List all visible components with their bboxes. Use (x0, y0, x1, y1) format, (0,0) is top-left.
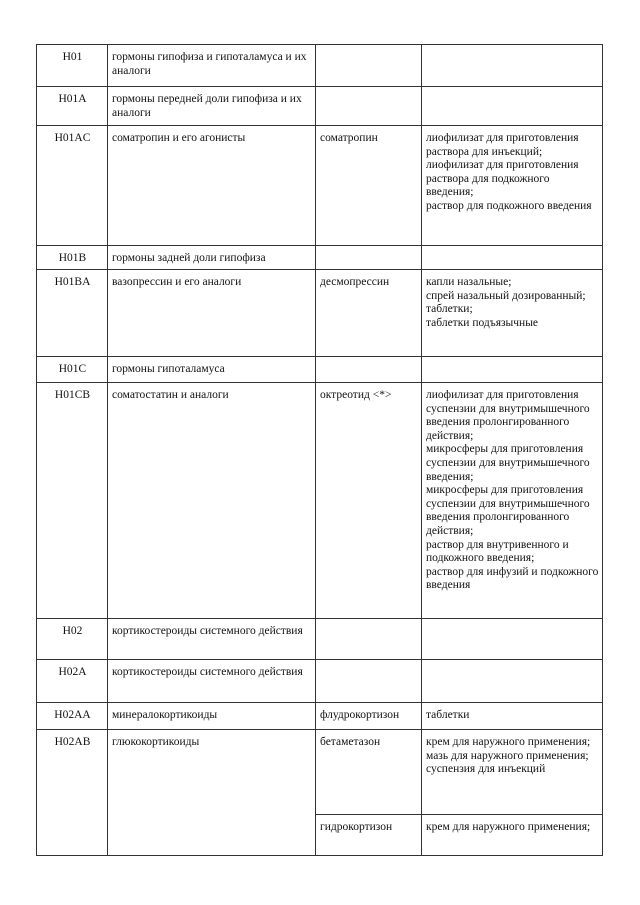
dosage-forms (422, 87, 603, 126)
drug-name: гидрокортизон (316, 815, 422, 856)
table-row (37, 87, 603, 126)
drug-name: десмопрессин (316, 270, 422, 357)
table-row (37, 660, 603, 703)
dosage-forms: лиофилизат для приготовления раствора для инъекций; лиофилизат для приготовления раствора для подкожного введения; раствор для подкожного введения (422, 126, 603, 246)
atc-code: H02A (37, 660, 108, 703)
atc-code: H01 (37, 45, 108, 87)
drug-name (316, 357, 422, 383)
group-name: минералокортикоиды (108, 703, 316, 730)
drug-name: бетаметазон (316, 730, 422, 815)
group-name: гормоны гипофиза и гипоталамуса и их аналоги (108, 45, 316, 87)
drug-name: соматропин (316, 126, 422, 246)
atc-code: H02AB (37, 730, 108, 856)
atc-code: H01A (37, 87, 108, 126)
drug-name: флудрокортизон (316, 703, 422, 730)
group-name: гормоны передней доли гипофиза и их аналоги (108, 87, 316, 126)
dosage-forms: капли назальные; спрей назальный дозированный; таблетки; таблетки подъязычные (422, 270, 603, 357)
table-row (37, 703, 603, 730)
dosage-forms: лиофилизат для приготовления суспензии для внутримышечного введения пролонгированного действия; микросферы для приготовления суспензии для внутримышечного введения; микросферы для приготовления суспензии для внутримышечного введения пролонгированного действия; раствор для внутривенного и подкожного введения; раствор для инфузий и подкожного введения (422, 383, 603, 619)
group-name: гормоны гипоталамуса (108, 357, 316, 383)
atc-code: H01C (37, 357, 108, 383)
group-name: соматропин и его агонисты (108, 126, 316, 246)
drug-name (316, 87, 422, 126)
drug-table (36, 44, 603, 856)
dosage-forms (422, 619, 603, 660)
atc-code: H01BA (37, 270, 108, 357)
atc-code: H02AA (37, 703, 108, 730)
table-row (37, 619, 603, 660)
atc-code: H01AC (37, 126, 108, 246)
group-name: гормоны задней доли гипофиза (108, 246, 316, 270)
drug-name: октреотид <*> (316, 383, 422, 619)
table-row (37, 270, 603, 357)
table-row (37, 357, 603, 383)
dosage-forms (422, 660, 603, 703)
dosage-forms (422, 45, 603, 87)
dosage-forms (422, 357, 603, 383)
drug-name (316, 619, 422, 660)
group-name: кортикостероиды системного действия (108, 660, 316, 703)
table-row (37, 45, 603, 87)
table-row (37, 246, 603, 270)
dosage-forms: таблетки (422, 703, 603, 730)
dosage-forms: крем для наружного применения; мазь для наружного применения; суспензия для инъекций (422, 730, 603, 815)
group-name: соматостатин и аналоги (108, 383, 316, 619)
table-row (37, 126, 603, 246)
dosage-forms: крем для наружного применения; (422, 815, 603, 856)
group-name: кортикостероиды системного действия (108, 619, 316, 660)
group-name: вазопрессин и его аналоги (108, 270, 316, 357)
atc-code: H02 (37, 619, 108, 660)
atc-code: H01CB (37, 383, 108, 619)
group-name: глюкокортикоиды (108, 730, 316, 856)
dosage-forms (422, 246, 603, 270)
drug-name (316, 45, 422, 87)
table-row (37, 383, 603, 619)
atc-code: H01B (37, 246, 108, 270)
table-row (37, 730, 603, 815)
drug-name (316, 660, 422, 703)
drug-name (316, 246, 422, 270)
